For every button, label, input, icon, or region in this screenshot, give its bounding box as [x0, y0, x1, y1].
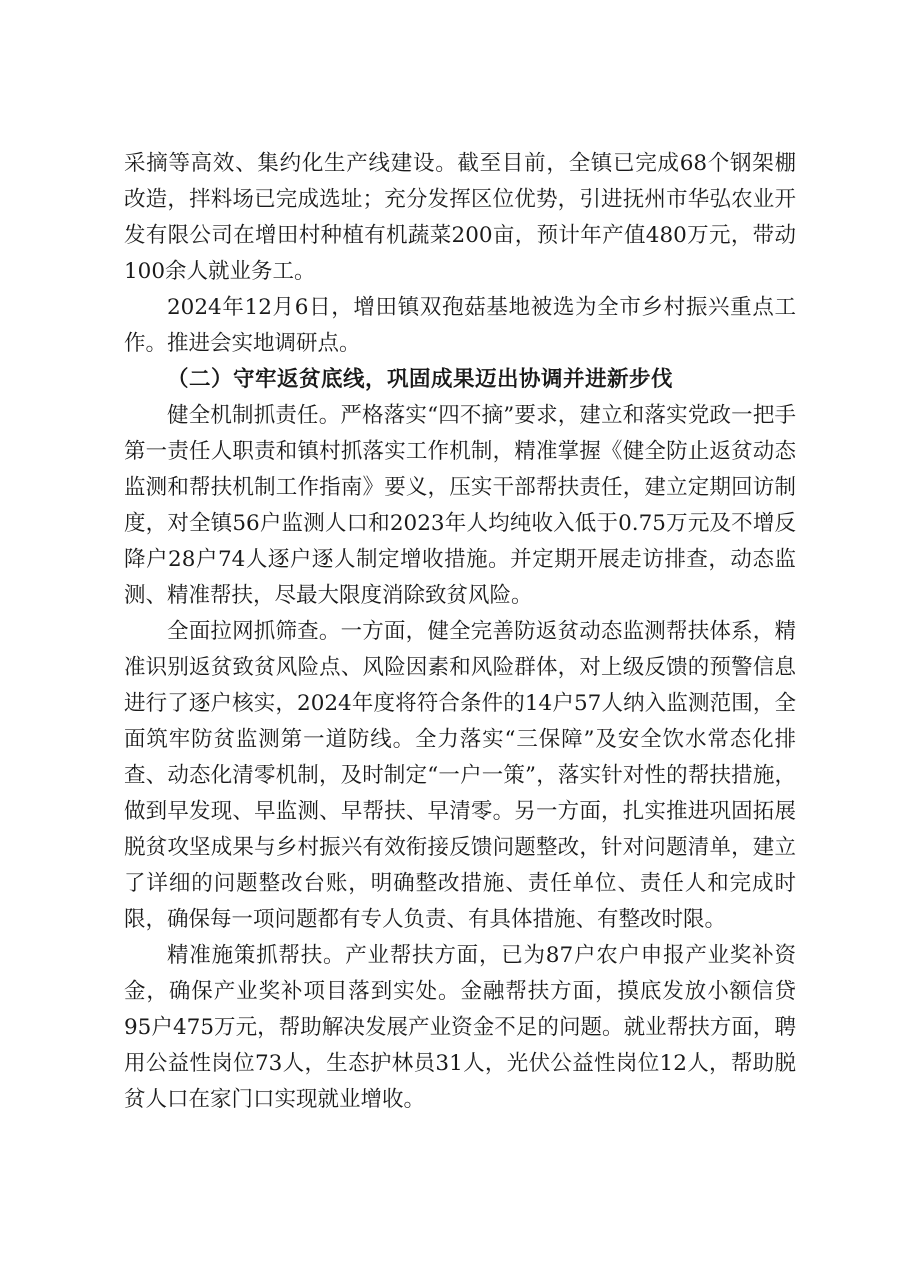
paragraph-mechanism: 健全机制抓责任。严格落实“四不摘”要求，建立和落实党政一把手第一责任人职责和镇村抓落实工作机制，精准掌握《健全防止返贫动态监测和帮扶机制工作指南》要义，压实干部帮扶责任，建立定期回访制度，对全镇56户监测人口和2023年人均纯收入低于0.75万元及不增反降户28户74人逐户逐人制定增收措施。并定期开展走访排查，动态监测、精准帮扶，尽最大限度消除致贫风险。 — [124, 403, 796, 608]
paragraph-date-note: 2024年12月6日，增田镇双孢菇基地被选为全市乡村振兴重点工作。推进会实地调研点。 — [124, 295, 796, 356]
paragraph-screening: 全面拉网抓筛查。一方面，健全完善防返贫动态监测帮扶体系，精准识别返贫致贫风险点、风险因素和风险群体，对上级反馈的预警信息进行了逐户核实，2024年度将符合条件的14户57人纳入监测范围，全面筑牢防贫监测第一道防线。全力落实“三保障”及安全饮水常态化排查、动态化清零机制，及时制定“一户一策”，落实针对性的帮扶措施，做到早发现、早监测、早帮扶、早清零。另一方面，扎实推进巩固拓展脱贫攻坚成果与乡村振兴有效衔接反馈问题整改，针对问题清单，建立了详细的问题整改台账，明确整改措施、责任单位、责任人和完成时限，确保每一项问题都有专人负责、有具体措施、有整改时限。 — [124, 619, 796, 932]
section-heading: （二）守牢返贫底线，巩固成果迈出协调并进新步伐 — [167, 367, 674, 392]
paragraph-assistance: 精准施策抓帮扶。产业帮扶方面，已为87户农户申报产业奖补资金，确保产业奖补项目落到实处。金融帮扶方面，摸底发放小额信贷95户475万元，帮助解决发展产业资金不足的问题。就业帮扶方面，聘用公益性岗位73人，生态护林员31人，光伏公益性岗位12人，帮助脱贫人口在家门口实现就业增收。 — [124, 943, 796, 1112]
document-body — [124, 146, 796, 1118]
paragraph-continuation: 采摘等高效、集约化生产线建设。截至目前，全镇已完成68个钢架棚改造，拌料场已完成选址；充分发挥区位优势，引进抚州市华弘农业开发有限公司在增田村种植有机蔬菜200亩，预计年产值480万元，带动100余人就业务工。 — [124, 151, 796, 284]
